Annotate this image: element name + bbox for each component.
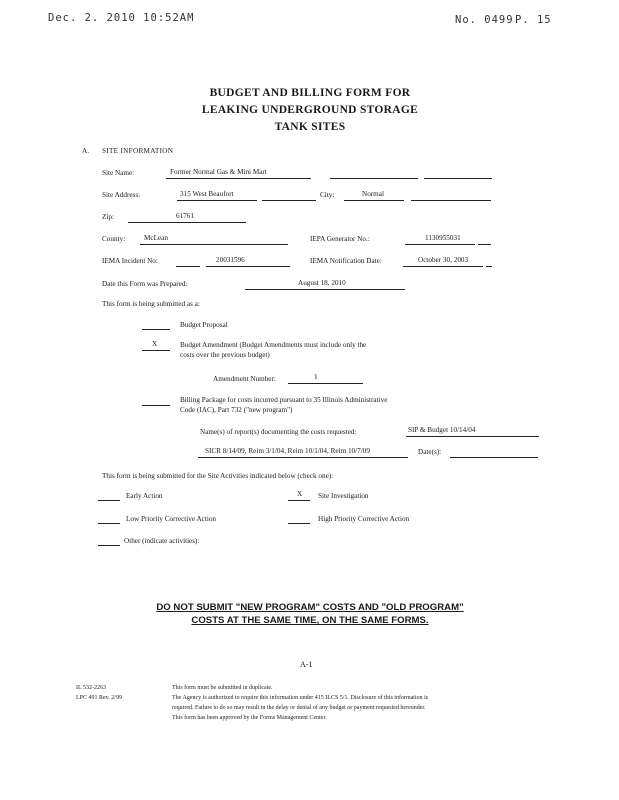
site-investigation-check-line: [288, 500, 310, 501]
city-label: City:: [320, 191, 335, 199]
submitted-as-intro: This form is being submitted as a:: [102, 300, 200, 308]
site-name-label: Site Name:: [102, 169, 135, 177]
high-priority-label: High Priority Corrective Action: [318, 515, 410, 523]
reports-line-2: [198, 457, 408, 458]
amendment-number-value[interactable]: 1: [314, 373, 318, 381]
iepa-generator-line: [405, 244, 475, 245]
reports-line-1: [406, 436, 539, 437]
high-priority-check-line: [288, 523, 310, 524]
warning-line-2: COSTS AT THE SAME TIME, ON THE SAME FORMS.: [191, 615, 429, 626]
reports-value-2[interactable]: SICR 8/14/09, Reim 3/1/04, Reim 10/1/04, Reim 10/7/09: [205, 447, 370, 455]
early-action-label: Early Action: [126, 492, 163, 500]
low-priority-check-line: [98, 523, 120, 524]
site-name-line-3: [424, 178, 492, 179]
form-code-2: LPC 491 Rev. 2/99: [76, 695, 122, 701]
footer-notice-4: This form has been approved by the Forms Management Center.: [172, 715, 327, 721]
site-name-line-2: [330, 178, 418, 179]
city-value[interactable]: Normal: [362, 190, 384, 198]
form-code-1: IL 532-2263: [76, 685, 106, 691]
page-number: A-1: [300, 660, 313, 669]
iepa-generator-line-2: [478, 244, 491, 245]
site-name-value[interactable]: Former Normal Gas & Mini Mart: [170, 168, 267, 176]
date-prepared-label: Date this Form was Prepared:: [102, 280, 188, 288]
site-name-line: [166, 178, 311, 179]
section-letter: A.: [82, 147, 89, 155]
iema-notification-value[interactable]: October 30, 2003: [418, 256, 469, 264]
iema-incident-value[interactable]: 20031596: [216, 256, 245, 264]
site-address-line: [177, 200, 257, 201]
site-investigation-check[interactable]: X: [297, 490, 303, 498]
iepa-generator-label: IEPA Generator No.:: [310, 235, 370, 243]
other-check-line: [98, 545, 120, 546]
site-address-label: Site Address:: [102, 191, 141, 199]
amendment-number-label: Amendment Number:: [213, 375, 276, 383]
iema-incident-label: IEMA Incident No:: [102, 257, 158, 265]
fax-timestamp: Dec. 2. 2010 10:52AM: [48, 12, 195, 24]
budget-amendment-check[interactable]: X: [152, 340, 158, 348]
form-title-line-1: BUDGET AND BILLING FORM FOR: [209, 87, 411, 99]
iema-notification-line-2: [486, 266, 492, 267]
billing-package-label-1: Billing Package for costs incurred pursuant to 35 Illinois Administrative: [180, 396, 388, 404]
iema-incident-line: [206, 266, 290, 267]
footer-notice-2: The Agency is authorized to require this information under 415 ILCS 5/1. Disclosure of this information is: [172, 695, 429, 701]
iepa-generator-value[interactable]: 1130955031: [425, 234, 461, 242]
fax-page: P. 15: [515, 14, 552, 26]
footer-notice-1: This form must be submitted in duplicate.: [172, 685, 273, 691]
low-priority-label: Low Priority Corrective Action: [126, 515, 217, 523]
billing-package-check-line: [142, 405, 170, 406]
site-address-value[interactable]: 315 West Beaufort: [180, 190, 234, 198]
county-label: County:: [102, 235, 126, 243]
site-address-line-2: [262, 200, 316, 201]
activities-intro: This form is being submitted for the Site Activities indicated below (check one):: [102, 472, 334, 480]
fax-number: No. 0499: [455, 14, 514, 26]
dates-label: Date(s):: [418, 448, 442, 456]
reports-label: Name(s) of report(s) documenting the costs requested:: [200, 428, 357, 436]
form-title-line-2: LEAKING UNDERGROUND STORAGE: [201, 104, 419, 116]
reports-value-1[interactable]: SIP & Budget 10/14/04: [408, 426, 476, 434]
budget-amendment-check-line: [142, 350, 170, 351]
zip-label: Zip:: [102, 213, 114, 221]
city-line: [344, 200, 404, 201]
billing-package-label-2: Code (IAC), Part 732 ("new program"): [180, 406, 293, 414]
date-prepared-line: [245, 289, 405, 290]
footer-notice-3: required. Failure to do so may result in the delay or denial of any budget or payment requested hereunder.: [172, 705, 426, 711]
budget-proposal-check-line: [142, 329, 170, 330]
budget-amendment-label-1: Budget Amendment (Budget Amendments must include only the: [180, 341, 367, 349]
county-value[interactable]: McLean: [144, 234, 168, 242]
budget-amendment-label-2: costs over the previous budget): [180, 351, 270, 359]
iema-incident-line-1: [176, 266, 200, 267]
date-prepared-value[interactable]: August 18, 2010: [298, 279, 346, 287]
zip-line: [128, 222, 246, 223]
zip-value[interactable]: 61761: [176, 212, 194, 220]
site-investigation-label: Site Investigation: [318, 492, 369, 500]
budget-proposal-label: Budget Proposal: [180, 321, 228, 329]
warning-line-1: DO NOT SUBMIT "NEW PROGRAM" COSTS AND "OLD PROGRAM": [156, 602, 464, 613]
iema-notification-line: [403, 266, 483, 267]
amendment-number-line: [288, 383, 363, 384]
early-action-check-line: [98, 500, 120, 501]
iema-notification-label: IEMA Notification Date:: [310, 257, 382, 265]
city-line-2: [411, 200, 491, 201]
county-line: [140, 244, 288, 245]
section-heading: SITE INFORMATION: [102, 147, 174, 155]
form-title-line-3: TANK SITES: [274, 121, 346, 133]
other-label: Other (indicate activities):: [124, 537, 200, 545]
dates-line: [450, 457, 538, 458]
